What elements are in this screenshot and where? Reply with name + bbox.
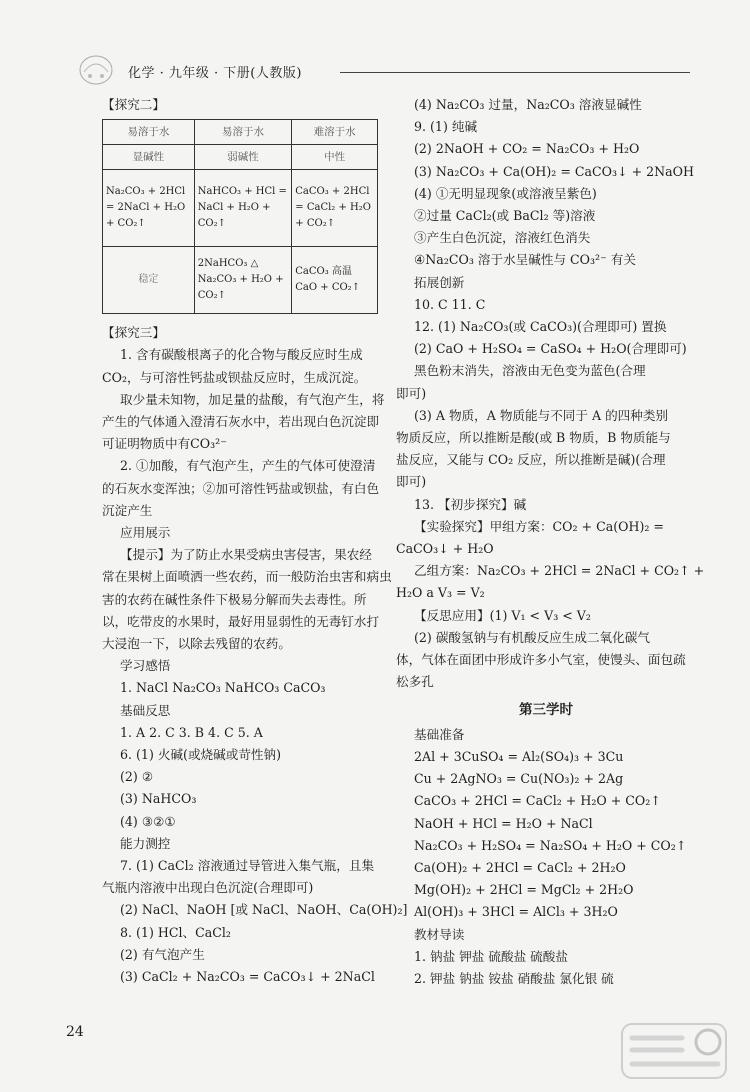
text-line: 【提示】为了防止水果受病虫害侵害，果农经 (120, 547, 372, 563)
left-column (102, 94, 408, 988)
text-line: (2) NaCl、NaOH [或 NaCl、NaOH、Ca(OH)₂] (120, 902, 408, 918)
text-line: Mg(OH)₂ + 2HCl = MgCl₂ + 2H₂O (414, 882, 634, 898)
table-cell: 弱碱性 (194, 145, 292, 170)
text-line: 以，吃带皮的水果时，最好用显弱性的无毒钉水打 (102, 613, 380, 629)
table-cell: 中性 (292, 145, 378, 170)
text-line: 即可) (396, 474, 427, 490)
text-line: (2) 有气泡产生 (120, 946, 205, 962)
text-line: 1. 钠盐 钾盐 硫酸盐 硫酸盐 (414, 948, 568, 964)
text-line: 取少量未知物，加足量的盐酸，有气泡产生，将 (120, 391, 385, 407)
text-line: 大浸泡一下，以除去残留的农药。 (102, 636, 291, 652)
text-line: (3) CaCl₂ + Na₂CO₃ = CaCO₃↓ + 2NaCl (120, 969, 375, 985)
text-line: NaOH + HCl = H₂O + NaCl (414, 815, 593, 831)
table-row (103, 247, 378, 314)
text-line: 教材导读 (414, 926, 465, 942)
text-line: 常在果树上面喷洒一些农药，而一般防治虫害和病虫 (102, 569, 392, 585)
watermark-logo-icon (620, 1020, 730, 1082)
table-cell: CaCO₃ + 2HCl = CaCl₂ + H₂O + CO₂↑ (292, 170, 378, 247)
table-row (103, 120, 378, 145)
table-row (103, 170, 378, 247)
text-line: 9. (1) 纯碱 (414, 119, 478, 135)
text-line: 2. ①加酸，有气泡产生，产生的气体可使澄清 (120, 458, 376, 474)
text-line: 1. 含有碳酸根离子的化合物与酸反应时生成 (120, 347, 363, 363)
text-line: ③产生白色沉淀，溶液红色消失 (414, 230, 591, 246)
text-line: (2) 2NaOH + CO₂ = Na₂CO₃ + H₂O (414, 141, 640, 157)
section-label: 【探究二】 (102, 97, 165, 112)
table-header-cell: 易溶于水 (194, 120, 292, 145)
page-number: 24 (66, 1024, 84, 1040)
text-line: (4) ③②① (120, 813, 176, 829)
table-header-cell: 易溶于水 (103, 120, 195, 145)
text-line: 学习感悟 (120, 658, 171, 674)
text-line: 【实验探究】甲组方案：CO₂ + Ca(OH)₂ = (414, 518, 664, 534)
text-line: 气瓶内溶液中出现白色沉淀(合理即可) (102, 880, 314, 896)
text-line: 【探究三】 (102, 325, 165, 341)
text-line: (3) NaHCO₃ (120, 791, 197, 807)
text-line: 2Al + 3CuSO₄ = Al₂(SO₄)₃ + 3Cu (414, 748, 624, 764)
text-line: 即可) (396, 385, 427, 401)
text-line: CaCO₃↓ + H₂O (396, 541, 494, 557)
text-line: 基础准备 (414, 726, 465, 742)
header-title: 化学 · 九年级 · 下册(人教版) (128, 66, 302, 81)
page-header (70, 58, 690, 86)
text-line: 物质反应，所以推断是酸(或 B 物质，B 物质能与 (396, 430, 671, 446)
table-cell: 显碱性 (103, 145, 195, 170)
text-line: 10. C 11. C (414, 296, 486, 312)
text-line: 13. 【初步探究】碱 (414, 496, 527, 512)
text-line: 盐反应，又能与 CO₂ 反应，所以推断是碱)(合理 (396, 452, 666, 468)
text-line: 的石灰水变浑浊；②加可溶性钙盐或钡盐，有白色 (102, 480, 380, 496)
text-line: 沉淀产生 (102, 502, 153, 518)
table-cell: 稳定 (103, 247, 195, 314)
text-line: ④Na₂CO₃ 溶于水呈碱性与 CO₃²⁻ 有关 (414, 252, 636, 268)
text-line: (2) 碳酸氢钠与有机酸反应生成二氧化碳气 (414, 629, 650, 645)
text-line: 【反思应用】(1) V₁ < V₃ < V₂ (414, 607, 591, 623)
text-line: (2) ② (120, 769, 154, 785)
text-line: CaCO₃ + 2HCl = CaCl₂ + H₂O + CO₂↑ (414, 793, 661, 809)
text-line: (4) Na₂CO₃ 过量，Na₂CO₃ 溶液显碱性 (414, 97, 642, 112)
text-line: (3) Na₂CO₃ + Ca(OH)₂ = CaCO₃↓ + 2NaOH (414, 163, 694, 179)
text-line: (3) A 物质，A 物质能与不同于 A 的四种类别 (414, 407, 669, 423)
text-line: 乙组方案：Na₂CO₃ + 2HCl = 2NaCl + CO₂↑ + (414, 563, 705, 579)
text-line: Ca(OH)₂ + 2HCl = CaCl₂ + 2H₂O (414, 859, 626, 875)
text-line: 可证明物质中有CO₃²⁻ (102, 436, 227, 452)
text-line: 2. 钾盐 钠盐 铵盐 硝酸盐 氯化银 硫 (414, 970, 614, 986)
text-line: Al(OH)₃ + 3HCl = AlCl₃ + 3H₂O (414, 904, 618, 920)
text-line: ②过量 CaCl₂(或 BaCl₂ 等)溶液 (414, 208, 596, 224)
text-line: 产生的气体通入澄清石灰水中，若出现白色沉淀即 (102, 414, 380, 430)
text-line: 7. (1) CaCl₂ 溶液通过导管进入集气瓶，且集 (120, 858, 375, 874)
text-line: 能力测控 (120, 835, 171, 851)
table-row (103, 145, 378, 170)
school-logo-icon (74, 50, 120, 88)
text-line: 应用展示 (120, 525, 171, 541)
text-line: 黑色粉末消失，溶液由无色变为蓝色(合理 (414, 363, 646, 379)
text-line: 松多孔 (396, 674, 434, 690)
text-line: 12. (1) Na₂CO₃(或 CaCO₃)(合理即可) 置换 (414, 319, 667, 335)
text-line: 拓展创新 (414, 274, 465, 290)
text-line: 6. (1) 火碱(或烧碱或苛性钠) (120, 747, 282, 763)
section-title: 第三学时 (519, 702, 573, 719)
table-header-cell: 难溶于水 (292, 120, 378, 145)
table-cell: Na₂CO₃ + 2HCl = 2NaCl + H₂O + CO₂↑ (103, 170, 195, 247)
text-line: 1. NaCl Na₂CO₃ NaHCO₃ CaCO₃ (120, 680, 326, 696)
text-line: Na₂CO₃ + H₂SO₄ = Na₂SO₄ + H₂O + CO₂↑ (414, 837, 687, 853)
text-line: H₂O a V₃ = V₂ (396, 585, 485, 601)
text-line: 8. (1) HCl、CaCl₂ (120, 924, 231, 940)
comparison-table (102, 119, 378, 314)
text-line: 基础反思 (120, 702, 171, 718)
text-line: Cu + 2AgNO₃ = Cu(NO₃)₂ + 2Ag (414, 771, 624, 787)
right-column (396, 94, 705, 990)
table-cell: NaHCO₃ + HCl = NaCl + H₂O + CO₂↑ (194, 170, 292, 247)
text-line: 害的农药在碱性条件下极易分解而失去毒性。所 (102, 591, 367, 607)
left-text-lines (102, 322, 408, 988)
header-rule (340, 72, 690, 73)
text-line: (2) CaO + H₂SO₄ = CaSO₄ + H₂O(合理即可) (414, 341, 687, 357)
text-line: 体，气体在面团中形成许多小气室，使馒头、面包疏 (396, 652, 686, 668)
table-cell: 2NaHCO₃ △ Na₂CO₃ + H₂O + CO₂↑ (194, 247, 292, 314)
text-line: CO₂，与可溶性钙盐或钡盐反应时，生成沉淀。 (102, 369, 367, 385)
text-line: 1. A 2. C 3. B 4. C 5. A (120, 724, 263, 740)
text-line: (4) ①无明显现象(或溶液呈紫色) (414, 185, 597, 201)
table-cell: CaCO₃ 高温 CaO + CO₂↑ (292, 247, 378, 314)
